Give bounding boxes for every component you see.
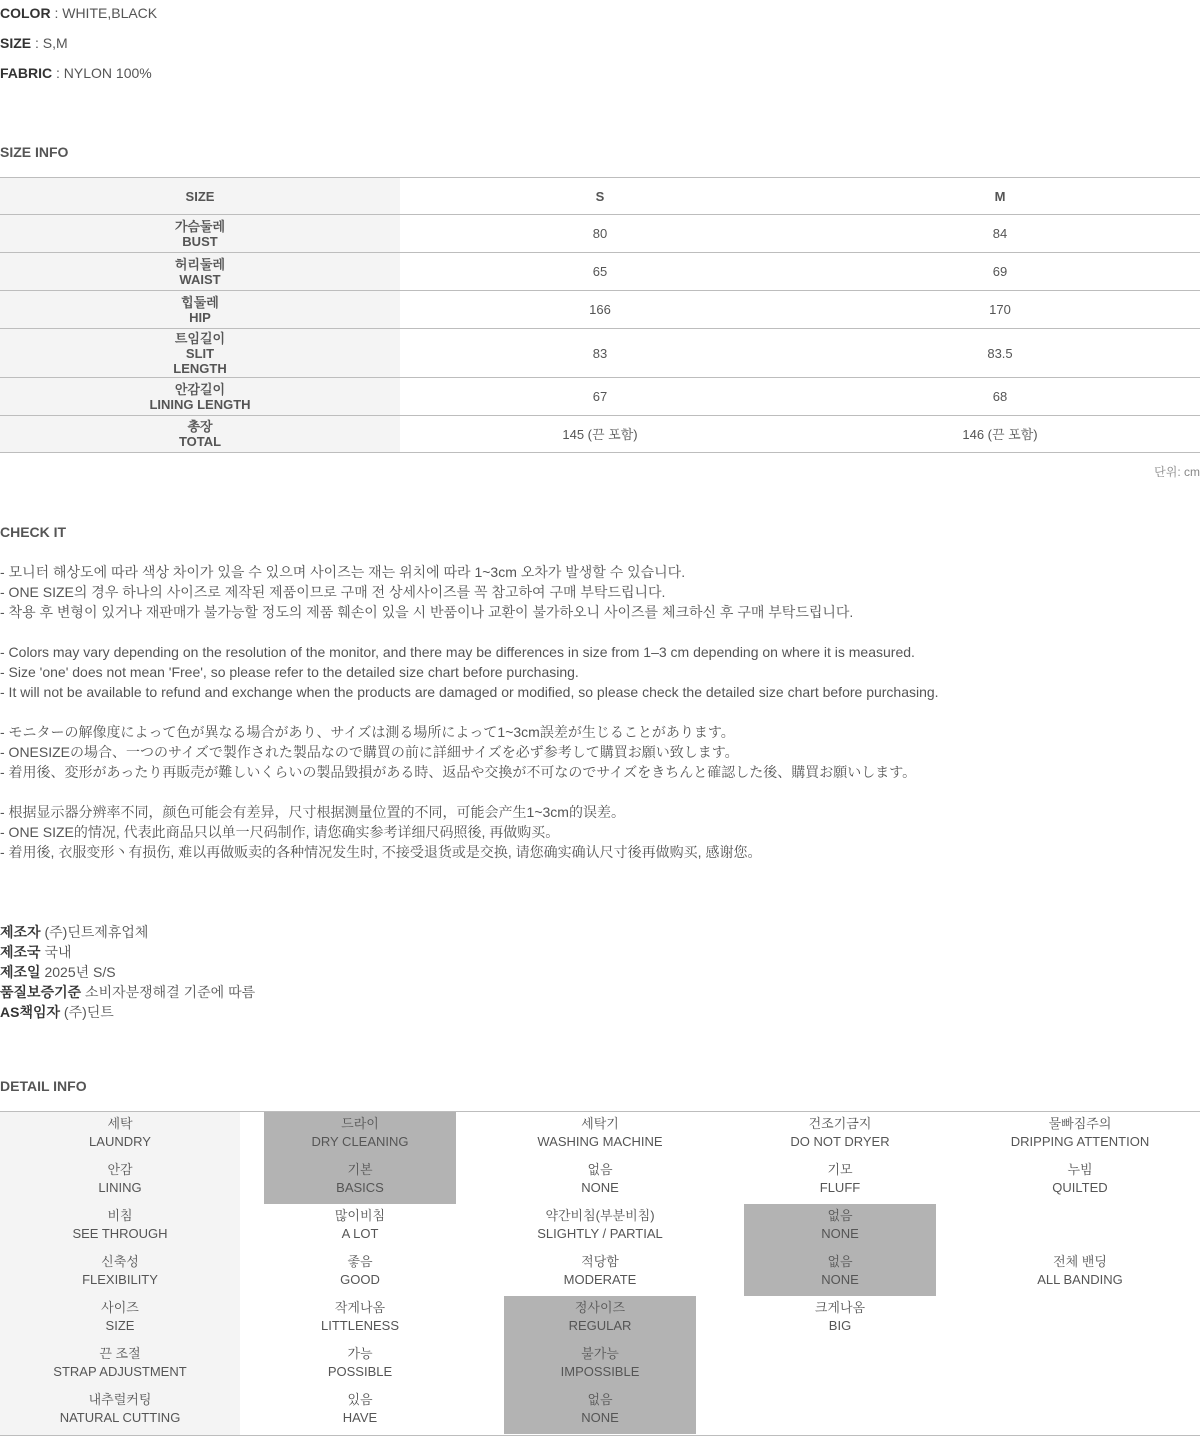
detail-label-cell	[0, 1345, 240, 1391]
detail-option-cell	[504, 1388, 696, 1434]
detail-cell-ko: 비침	[107, 1208, 133, 1223]
spec-color	[0, 4, 157, 22]
info-as	[0, 1002, 114, 1022]
row-label	[0, 291, 400, 329]
detail-option-cell	[504, 1296, 696, 1342]
detail-cell-ko: 끈 조절	[99, 1346, 141, 1361]
detail-cell-ko: 많이비침	[334, 1208, 386, 1223]
detail-option-cell	[504, 1342, 696, 1388]
detail-cell-ko: 건조기금지	[808, 1116, 872, 1131]
row-label-ko: 트임길이	[174, 330, 226, 346]
detail-cell-ko: 불가능	[581, 1346, 619, 1361]
info-date	[0, 962, 116, 982]
detail-cell-ko: 사이즈	[101, 1300, 139, 1315]
row-label	[0, 329, 400, 378]
detail-option-cell	[984, 1115, 1176, 1161]
row-value-m: 170	[800, 291, 1200, 329]
row-label-en: TOTAL	[178, 434, 222, 449]
detail-cell-en: SIZE	[105, 1318, 135, 1333]
detail-cell-en: NONE	[821, 1226, 859, 1241]
list-item: - Colors may vary depending on the resolution of the monitor, and there may be differences in size from 1–3 cm depending on where it is measured.	[0, 644, 915, 660]
row-label-en: BUST	[182, 233, 218, 249]
spec-fabric-value: : NYLON 100%	[52, 65, 152, 81]
row-value-m: 68	[800, 378, 1200, 416]
detail-cell-en: LITTLENESS	[320, 1318, 400, 1333]
row-label-ko: 허리둘레	[174, 256, 226, 272]
detail-cell-en: NONE	[581, 1180, 619, 1195]
size-info-title: SIZE INFO	[0, 144, 69, 160]
list-item: - ONE SIZE의 경우 하나의 사이즈로 제작된 제품이므로 구매 전 상세사이즈를 꼭 참고하여 구매 부탁드립니다.	[0, 584, 666, 600]
detail-cell-ko: 좋음	[347, 1254, 373, 1269]
row-value-s: 166	[400, 291, 800, 329]
detail-option-cell	[504, 1207, 696, 1253]
detail-cell-ko: 세탁기	[581, 1116, 619, 1131]
table-row	[0, 291, 1200, 329]
check-it-title: CHECK IT	[0, 524, 67, 540]
info-value: 소비자분쟁해결 기준에 따름	[81, 984, 256, 1000]
detail-cell-en: NATURAL CUTTING	[59, 1410, 181, 1425]
detail-option-cell	[264, 1207, 456, 1253]
row-value-m: 69	[800, 253, 1200, 291]
info-value: 2025년 S/S	[40, 964, 116, 980]
row-value-s: 67	[400, 378, 800, 416]
detail-cell-en: BASICS	[336, 1180, 384, 1195]
size-table	[0, 177, 1200, 453]
detail-cell-en: QUILTED	[1052, 1180, 1108, 1195]
detail-cell-ko: 없음	[587, 1162, 613, 1177]
list-item: - 착용 후 변형이 있거나 재판매가 불가능할 정도의 제품 훼손이 있을 시 반품이나 교환이 불가하오니 사이즈를 체크하신 후 구매 부탁드립니다.	[0, 604, 854, 620]
spec-color-value: : WHITE,BLACK	[50, 5, 158, 21]
size-table-header	[0, 178, 1200, 215]
list-item: - ONE SIZE的情况, 代表此商品只以单一尺码制作, 请您确实参考详细尺码照後, 再做购买。	[0, 824, 560, 840]
row-value-s: 145 (끈 포함)	[400, 416, 800, 453]
list-item: - It will not be available to refund and exchange when the products are damaged or modified, so please check the detailed size chart before purchasing.	[0, 684, 939, 700]
detail-cell-ko: 누빔	[1067, 1162, 1093, 1177]
table-row	[0, 378, 1200, 416]
detail-cell-en: FLEXIBILITY	[82, 1272, 158, 1287]
info-value: (주)딘트제휴업체	[40, 924, 149, 940]
list-item: - Size 'one' does not mean 'Free', so please refer to the detailed size chart before purchasing.	[0, 664, 579, 680]
info-quality	[0, 982, 255, 1002]
detail-option-cell	[744, 1204, 936, 1250]
spec-size	[0, 34, 68, 52]
detail-cell-en: NONE	[821, 1272, 859, 1287]
info-label: 제조일	[0, 964, 41, 980]
detail-cell-ko: 없음	[827, 1208, 853, 1223]
row-label	[0, 215, 400, 253]
row-label-en: HIP	[189, 309, 211, 325]
size-header-m: M	[800, 178, 1200, 215]
table-row	[0, 253, 1200, 291]
detail-cell-ko: 적당함	[581, 1254, 619, 1269]
detail-cell-en: WASHING MACHINE	[537, 1134, 663, 1149]
detail-option-cell	[264, 1345, 456, 1391]
row-value-s: 80	[400, 215, 800, 253]
row-label-ko: 가슴둘레	[174, 218, 226, 234]
detail-option-cell	[264, 1391, 456, 1437]
detail-option-cell	[264, 1253, 456, 1299]
detail-option-cell	[504, 1253, 696, 1299]
list-item: - モニターの解像度によって色が異なる場合があり、サイズは測る場所によって1~3cm誤差が生じることがあります。	[0, 724, 735, 740]
detail-cell-ko: 없음	[827, 1254, 853, 1269]
spec-fabric-label: FABRIC	[0, 65, 53, 81]
detail-label-cell	[0, 1161, 240, 1207]
detail-cell-en: FLUFF	[819, 1180, 861, 1195]
row-label	[0, 253, 400, 291]
table-row	[0, 416, 1200, 453]
detail-cell-ko: 없음	[587, 1392, 613, 1407]
row-value-m: 84	[800, 215, 1200, 253]
detail-label-cell	[0, 1391, 240, 1437]
spec-fabric	[0, 64, 152, 82]
row-label-ko: 힙둘레	[181, 294, 219, 310]
detail-cell-ko: 가능	[347, 1346, 373, 1361]
detail-cell-en: LINING	[98, 1180, 142, 1195]
spec-color-label: COLOR	[0, 5, 51, 21]
list-item: - ONESIZEの場合、一つのサイズで製作された製品なので購買の前に詳細サイズを必ず参考して購買お願い致します。	[0, 744, 739, 760]
check-it-en	[0, 642, 939, 702]
list-item: - 모니터 해상도에 따라 색상 차이가 있을 수 있으며 사이즈는 재는 위치에 따라 1~3cm 오차가 발생할 수 있습니다.	[0, 564, 686, 580]
row-label-ko: 총장	[187, 419, 213, 434]
info-country	[0, 942, 72, 962]
info-manufacturer	[0, 922, 148, 942]
detail-label-cell	[0, 1207, 240, 1253]
row-label	[0, 416, 400, 453]
detail-cell-en: SEE THROUGH	[72, 1226, 168, 1241]
detail-option-cell	[984, 1253, 1176, 1299]
list-item: - 着用後, 衣服变形丶有损伤, 难以再做贩卖的各种情况发生时, 不接受退货或是交换, 请您确实确认尺寸後再做购买, 感谢您。	[0, 844, 762, 860]
row-value-m: 83.5	[800, 329, 1200, 378]
row-label-en: WAIST	[179, 271, 221, 287]
detail-cell-en: A LOT	[341, 1226, 379, 1241]
detail-option-cell	[264, 1299, 456, 1345]
check-it-ko	[0, 562, 853, 622]
detail-cell-en: NONE	[581, 1410, 619, 1425]
detail-option-cell	[504, 1161, 696, 1207]
detail-cell-en: GOOD	[340, 1272, 380, 1287]
detail-cell-en: IMPOSSIBLE	[560, 1364, 640, 1379]
detail-label-cell	[0, 1253, 240, 1299]
detail-option-cell	[264, 1158, 456, 1204]
info-value: (주)딘트	[60, 1004, 114, 1020]
detail-cell-en: DRY CLEANING	[311, 1134, 409, 1149]
table-row	[0, 329, 1200, 378]
detail-cell-ko: 전체 밴딩	[1053, 1254, 1107, 1269]
detail-cell-ko: 안감	[107, 1162, 133, 1177]
detail-option-cell	[744, 1115, 936, 1161]
detail-cell-ko: 정사이즈	[574, 1300, 626, 1315]
row-value-s: 83	[400, 329, 800, 378]
row-value-m: 146 (끈 포함)	[800, 416, 1200, 453]
table-row	[0, 215, 1200, 253]
row-label-en: SLIT	[185, 345, 215, 361]
detail-cell-en: POSSIBLE	[327, 1364, 393, 1379]
detail-cell-ko: 작게나옴	[334, 1300, 386, 1315]
row-label	[0, 378, 400, 416]
row-label-en: LINING LENGTH	[149, 396, 251, 412]
detail-cell-en: BIG	[828, 1318, 852, 1333]
row-value-s: 65	[400, 253, 800, 291]
detail-cell-en: MODERATE	[563, 1272, 637, 1287]
list-item: - 着用後、変形があったり再販売が難しいくらいの製品毀損がある時、返品や交換が不可なのでサイズをきちんと確認した後、購買お願いします。	[0, 764, 917, 780]
spec-size-label: SIZE	[0, 35, 32, 51]
detail-cell-ko: 기본	[347, 1162, 373, 1177]
detail-label-cell	[0, 1115, 240, 1161]
detail-cell-en: DRIPPING ATTENTION	[1010, 1134, 1150, 1149]
detail-option-cell	[744, 1161, 936, 1207]
info-label: 제조국	[0, 944, 41, 960]
unit-note: 단위: cm	[1154, 465, 1200, 479]
detail-cell-en: HAVE	[342, 1410, 378, 1425]
row-label-ko: 안감길이	[174, 381, 226, 397]
size-header-s: S	[400, 178, 800, 215]
spec-size-value: : S,M	[31, 35, 68, 51]
detail-cell-ko: 크게나옴	[814, 1300, 866, 1315]
info-label: AS책임자	[0, 1004, 61, 1020]
detail-cell-en: REGULAR	[568, 1318, 632, 1333]
detail-cell-en: ALL BANDING	[1037, 1272, 1123, 1287]
detail-info-title: DETAIL INFO	[0, 1078, 87, 1094]
info-label: 제조자	[0, 924, 41, 940]
detail-cell-ko: 신축성	[101, 1254, 139, 1269]
detail-label-cell	[0, 1299, 240, 1345]
detail-option-cell	[504, 1115, 696, 1161]
detail-cell-ko: 내추럴커팅	[88, 1392, 152, 1407]
info-label: 품질보증기준	[0, 984, 82, 1000]
detail-cell-en: LAUNDRY	[89, 1134, 151, 1149]
detail-option-cell	[744, 1299, 936, 1345]
detail-option-cell	[264, 1112, 456, 1161]
detail-cell-ko: 약간비침(부분비침)	[545, 1208, 655, 1223]
detail-cell-ko: 기모	[827, 1162, 853, 1177]
detail-option-cell	[984, 1161, 1176, 1207]
detail-cell-en: SLIGHTLY / PARTIAL	[537, 1226, 663, 1241]
detail-cell-ko: 있음	[347, 1392, 373, 1407]
detail-option-cell	[744, 1250, 936, 1296]
row-label-en2: LENGTH	[173, 360, 227, 376]
detail-cell-en: DO NOT DRYER	[790, 1134, 890, 1149]
check-it-zh	[0, 802, 761, 862]
detail-grid	[0, 1111, 1200, 1436]
check-it-ja	[0, 722, 916, 782]
size-header-label: SIZE	[0, 178, 400, 215]
detail-cell-ko: 드라이	[341, 1116, 379, 1131]
info-value: 국내	[40, 944, 72, 960]
detail-cell-en: STRAP ADJUSTMENT	[53, 1364, 187, 1379]
list-item: - 根据显示器分辨率不同，颜色可能会有差异，尺寸根据测量位置的不同，可能会产生1~3cm的误差。	[0, 804, 625, 820]
detail-cell-ko: 물빠짐주의	[1048, 1116, 1112, 1131]
detail-cell-ko: 세탁	[107, 1116, 133, 1131]
